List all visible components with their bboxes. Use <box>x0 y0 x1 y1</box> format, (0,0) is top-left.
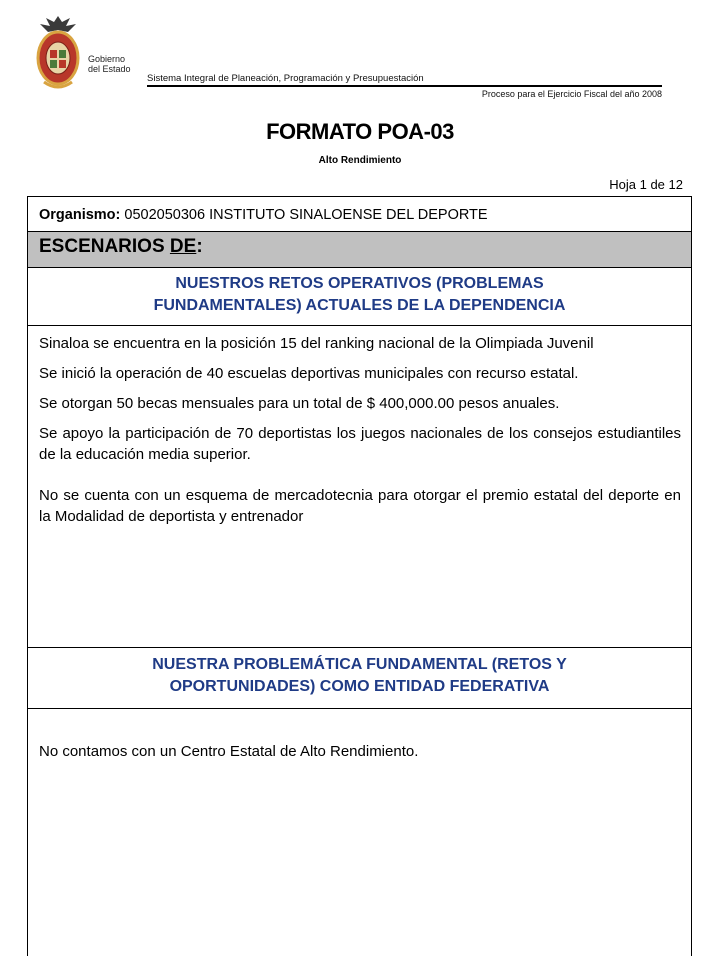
organismo-row <box>28 197 691 232</box>
section1-item: Sinaloa se encuentra en la posición 15 del ranking nacional de la Olimpiada Juvenil <box>39 335 594 352</box>
organismo-value: 0502050306 INSTITUTO SINALOENSE DEL DEPORTE <box>120 207 488 223</box>
section1-heading <box>28 268 691 326</box>
government-label <box>88 54 131 74</box>
section2-heading <box>28 648 691 709</box>
section1-heading-line2: FUNDAMENTALES) ACTUALES DE LA DEPENDENCIA <box>153 297 566 314</box>
section2-text: No contamos con un Centro Estatal de Alto Rendimiento. <box>39 743 419 760</box>
section1-item: Se apoyo la participación de 70 deportistas los juegos nacionales de los consejos estudiantiles de la educación media superior. <box>39 425 681 463</box>
section1-item: Se otorgan 50 becas mensuales para un total de $ 400,000.00 pesos anuales. <box>39 395 560 412</box>
section2-heading-line2: OPORTUNIDADES) COMO ENTIDAD FEDERATIVA <box>169 678 550 695</box>
section1-heading-line1: NUESTROS RETOS OPERATIVOS (PROBLEMAS <box>175 275 544 292</box>
organismo-label: Organismo: <box>39 207 121 223</box>
section2-body <box>28 709 691 957</box>
section2-heading-line1: NUESTRA PROBLEMÁTICA FUNDAMENTAL (RETOS Y <box>152 656 567 673</box>
section1-item: Se inició la operación de 40 escuelas deportivas municipales con recurso estatal. <box>39 365 579 382</box>
form-table <box>27 196 692 956</box>
header-rule <box>147 85 662 87</box>
section1-body <box>28 326 691 648</box>
page-title: FORMATO POA-03 <box>266 119 454 144</box>
escenarios-prefix: ESCENARIOS <box>39 236 170 257</box>
escenarios-underlined: DE <box>169 236 197 257</box>
system-name: Sistema Integral de Planeación, Programación y Presupuestación <box>147 73 424 84</box>
process-label: Proceso para el Ejercicio Fiscal del año 2008 <box>481 89 662 99</box>
escenarios-row <box>28 232 691 268</box>
state-seal-icon <box>36 14 80 96</box>
section1-item: No se cuenta con un esquema de mercadotecnia para otorgar el premio estatal del deporte en la Modalidad de deportista y entrenador <box>39 487 681 525</box>
government-label-line1: Gobierno <box>88 54 126 64</box>
page-number: Hoja 1 de 12 <box>609 177 683 192</box>
government-label-line2: del Estado <box>88 64 131 74</box>
escenarios-suffix: : <box>196 236 203 257</box>
page-subtitle: Alto Rendimiento <box>318 155 402 166</box>
